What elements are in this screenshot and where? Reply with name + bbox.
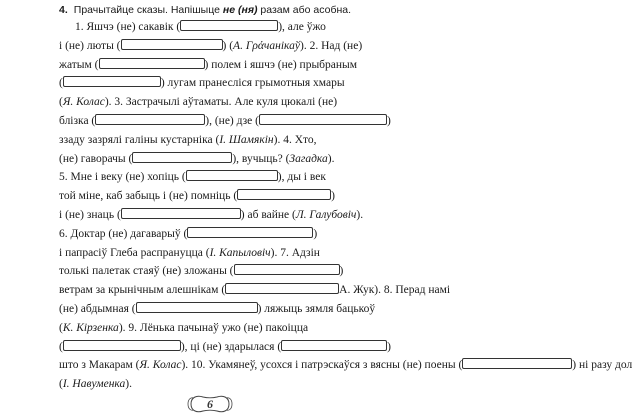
text-line: ветрам за крынічным алешнікам ( А. Жук). 8. Перад намі	[59, 284, 451, 297]
text-line: жатым ( ) полем і яшчэ (не) прыбраным	[59, 58, 358, 71]
task-number: 4.	[59, 4, 68, 16]
text-line: што з Макарам (Я. Колас). 10. Укамянеў, усохся і патрэскаўся з вясны (не) поены ( ) ні разу дол	[59, 359, 632, 372]
text-line: (Я. Колас). 3. Застрачылі аўтаматы. Але куля цюкалі (не)	[59, 96, 338, 109]
answer-blank[interactable]	[462, 358, 572, 369]
task-text-after: разам або асобна.	[257, 4, 352, 16]
text-line: і (не) знаць ( ) аб вайне (Л. Галубовіч).	[59, 208, 364, 221]
task-text-before: Прачытайце сказы. Напішыце	[73, 4, 223, 16]
answer-blank[interactable]	[225, 283, 339, 294]
text-line: і (не) люты ( ) (А. Гράчанікаў). 2. Над (не)	[59, 39, 363, 52]
answer-blank[interactable]	[234, 264, 340, 275]
text-line: ззаду зазрялі галіны кустарніка (І. Шамякін). 4. Хто,	[59, 133, 317, 146]
answer-blank[interactable]	[180, 20, 278, 31]
answer-blank[interactable]	[63, 340, 181, 351]
answer-blank[interactable]	[136, 302, 258, 313]
answer-blank[interactable]	[121, 208, 241, 219]
text-line: толькі палетак стаяў (не) зложаны ( )	[59, 265, 344, 278]
answer-blank[interactable]	[237, 189, 331, 200]
answer-blank[interactable]	[186, 170, 278, 181]
answer-blank[interactable]	[187, 227, 313, 238]
text-line: (І. Навуменка).	[59, 378, 132, 391]
text-line: (не) абдымная ( ) ляжыць зямля бацькоў	[59, 302, 376, 315]
answer-blank[interactable]	[281, 340, 387, 351]
text-line: і папрасіў Глеба распрануцца (І. Капыловіч). 7. Адзін	[59, 246, 320, 259]
text-line: (К. Кірзенка). 9. Лёнька пачынаў ужо (не) пакоіцца	[59, 321, 309, 334]
exercise-text	[59, 18, 632, 394]
task-hint: не (ня)	[222, 4, 258, 16]
text-line: ( ), ці (не) здарылася ( )	[59, 340, 391, 353]
answer-blank[interactable]	[95, 114, 205, 125]
text-line: блізка ( ), (не) дзе ( )	[59, 114, 391, 127]
text-line: 5. Мне і веку (не) хопіць ( ), ды і век	[59, 171, 326, 184]
task-instruction	[59, 3, 399, 17]
answer-blank[interactable]	[121, 39, 223, 50]
text-line: 1. Яшчэ (не) сакавік ( ), але ўжо	[75, 21, 326, 33]
answer-blank[interactable]	[259, 114, 387, 125]
page-footer	[185, 393, 235, 415]
text-line: (не) гаворачы ( ), вучыць? (Загадка).	[59, 152, 335, 165]
page-number: 6	[207, 396, 213, 411]
answer-blank[interactable]	[63, 76, 161, 87]
text-line: той міне, каб забыць і (не) помніць ( )	[59, 190, 335, 203]
text-line: ( ) лугам пранесліся грымотныя хмары	[59, 77, 345, 90]
text-line: 6. Доктар (не) дагаварыў ( )	[59, 227, 318, 240]
answer-blank[interactable]	[132, 152, 232, 163]
answer-blank[interactable]	[99, 58, 205, 69]
